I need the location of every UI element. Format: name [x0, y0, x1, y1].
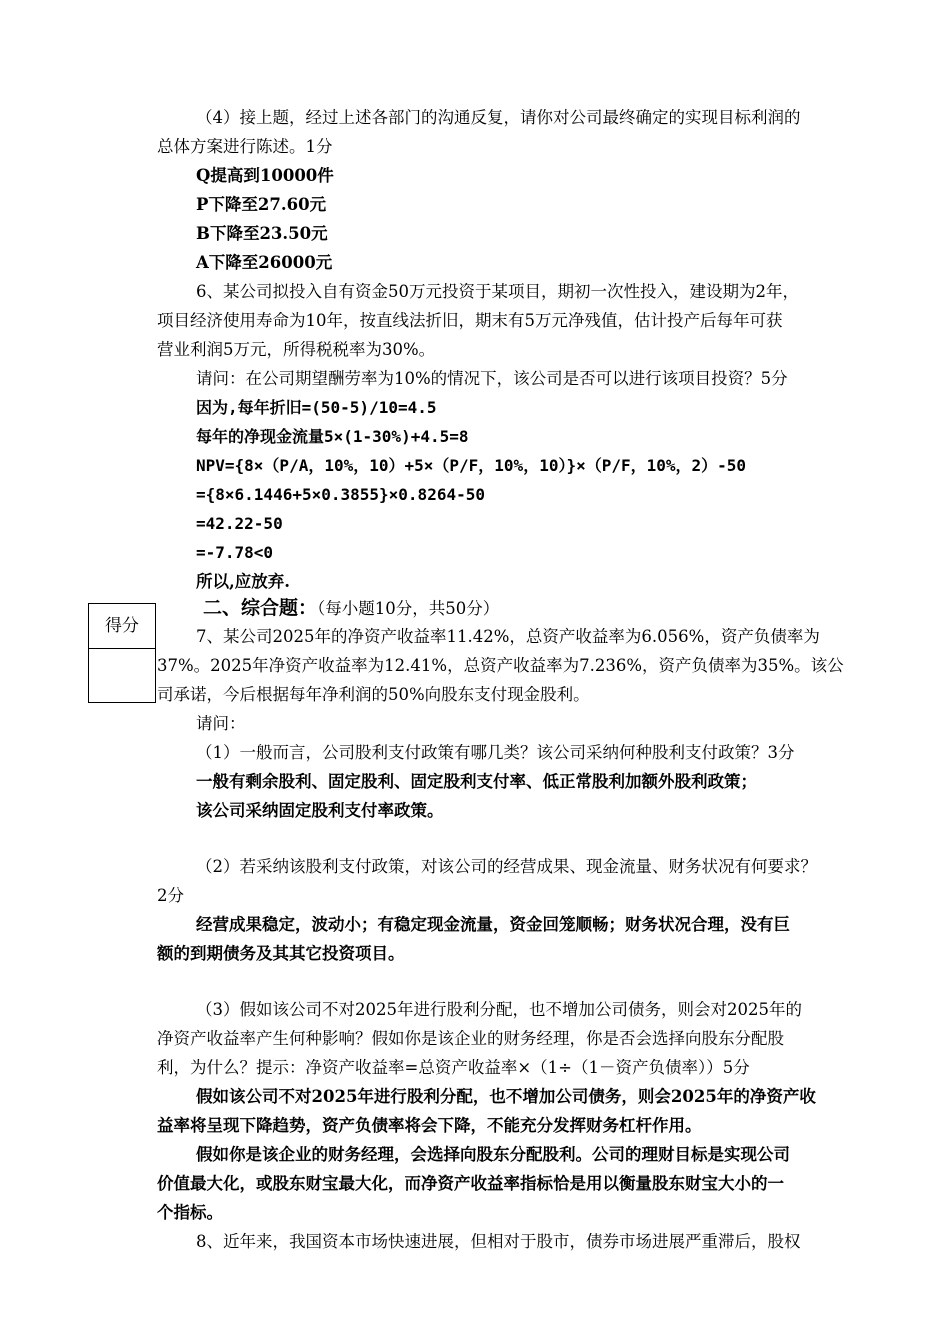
question-6-text-cont: 项目经济使用寿命为10年，按直线法折旧，期末有5万元净残值，估计投产后每年可获 — [157, 311, 783, 330]
question-6-ask: 请问：在公司期望酬劳率为10%的情况下，该公司是否可以进行该项目投资？5分 — [196, 369, 788, 388]
question-7-sub-2-cont: 2分 — [157, 886, 184, 905]
answer-line: 该公司采纳固定股利支付率政策。 — [196, 801, 444, 820]
question-7-ask: 请问： — [196, 714, 246, 733]
question-4-text-cont: 总体方案进行陈述。1分 — [157, 137, 333, 156]
question-7-sub-2: （2）若采纳该股利支付政策，对该公司的经营成果、现金流量、财务状况有何要求？ — [196, 857, 817, 876]
answer-line: 因为,每年折旧=(50-5)/10=4.5 — [196, 398, 437, 417]
score-box-label: 得分 — [89, 604, 155, 649]
question-7-sub-1: （1）一般而言，公司股利支付政策有哪几类？该公司采纳何种股利支付政策？3分 — [196, 743, 795, 762]
answer-line: A下降至26000元 — [196, 253, 333, 272]
question-7-text-cont: 司承诺，今后根据每年净利润的50%向股东支付现金股利。 — [157, 685, 590, 704]
answer-line: B下降至23.50元 — [196, 224, 328, 243]
question-7-sub-3: （3）假如该公司不对2025年进行股利分配，也不增加公司债务，则会对2025年的 — [196, 1000, 802, 1019]
answer-line: 一般有剩余股利、固定股利、固定股利支付率、低正常股利加额外股利政策； — [196, 772, 757, 791]
answer-formula: =42.22-50 — [196, 514, 283, 533]
question-6-text-cont: 营业利润5万元，所得税税率为30%。 — [157, 340, 436, 359]
question-7-sub-3-cont: 利，为什么？提示：净资产收益率=总资产收益率×（1÷（1－资产负债率））5分 — [157, 1058, 750, 1077]
section-heading — [203, 594, 499, 623]
answer-formula: ={8×6.1446+5×0.3855}×0.8264-50 — [196, 485, 485, 504]
answer-line: P下降至27.60元 — [196, 195, 327, 214]
question-7-sub-3-cont: 净资产收益率产生何种影响？假如你是该企业的财务经理，你是否会选择向股东分配股 — [157, 1029, 784, 1048]
section-heading-title: 二、综合题： — [203, 597, 318, 619]
question-6-text: 6、某公司拟投入自有资金50万元投资于某项目，期初一次性投入，建设期为2年， — [196, 282, 799, 301]
answer-conclusion: 所以,应放弃. — [196, 572, 290, 591]
answer-line: 经营成果稳定，波动小；有稳定现金流量，资金回笼顺畅；财务状况合理，没有巨 — [196, 915, 790, 934]
section-heading-note: （每小题10分，共50分） — [317, 599, 500, 618]
question-4-text: （4）接上题，经过上述各部门的沟通反复，请你对公司最终确定的实现目标利润的 — [196, 108, 801, 127]
answer-line: 益率将呈现下降趋势，资产负债率将会下降，不能充分发挥财务杠杆作用。 — [157, 1116, 702, 1135]
answer-line: 每年的净现金流量5×(1-30%)+4.5=8 — [196, 427, 469, 446]
answer-formula: NPV={8×（P/A，10%，10）+5×（P/F，10%，10）}×（P/F，10%，2）-50 — [196, 456, 747, 475]
answer-line: 假如你是该企业的财务经理，会选择向股东分配股利。公司的理财目标是实现公司 — [196, 1145, 790, 1164]
answer-line: 价值最大化，或股东财宝最大化，而净资产收益率指标恰是用以衡量股东财宝大小的一 — [157, 1174, 784, 1193]
answer-line: 个指标。 — [157, 1203, 223, 1222]
question-8-text: 8、近年来，我国资本市场快速进展，但相对于股市，债券市场进展严重滞后，股权 — [196, 1232, 801, 1251]
answer-formula: =-7.78<0 — [196, 543, 274, 562]
answer-line: 假如该公司不对2025年进行股利分配，也不增加公司债务，则会2025年的净资产收 — [196, 1087, 816, 1106]
answer-line: Q提高到10000件 — [196, 166, 334, 185]
question-7-text-cont: 37%。2025年净资产收益率为12.41%，总资产收益率为7.236%，资产负债率为35%。该公 — [157, 656, 844, 675]
score-box — [88, 603, 156, 703]
answer-line: 额的到期债务及其其它投资项目。 — [157, 944, 405, 963]
question-7-text: 7、某公司2025年的净资产收益率11.42%，总资产收益率为6.056%，资产负债率为 — [196, 627, 820, 646]
